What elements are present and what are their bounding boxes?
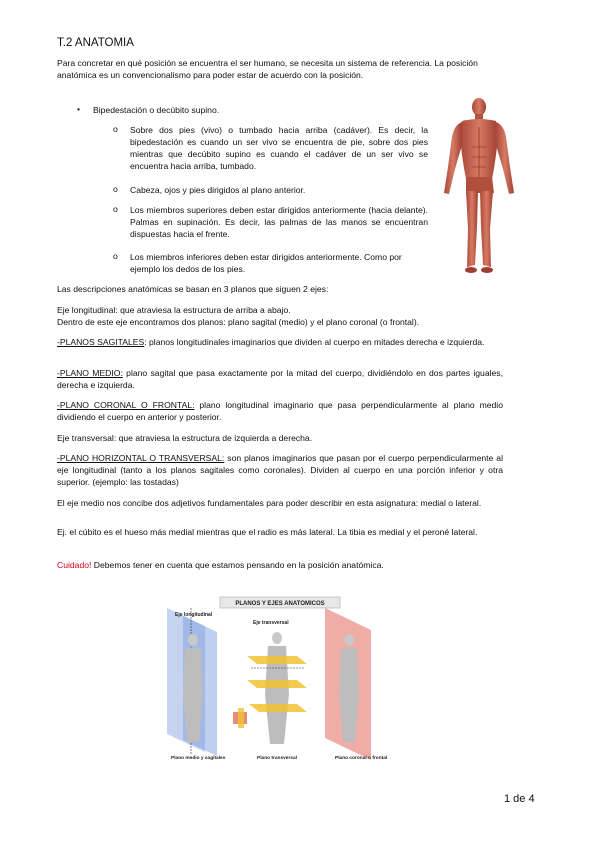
eje-longitudinal-detail: Dentro de este eje encontramos dos planos: plano sagital (medio) y el plano coronal (o frontal). — [57, 317, 420, 327]
caption-sagital: Plano medio y sagitales — [171, 756, 226, 761]
sub-bullet-1: Sobre dos pies (vivo) o tumbado hacia arriba (cadáver). Es decir, la bipedestación es cuando un ser vivo se encuentra de pie, sobre dos pies mientras que decúbito supino es cuando el cadáver de un ser vivo se encuentra hacia arriba, tumbado. — [130, 125, 428, 171]
ejemplo-paragraph: Ej. el cúbito es el hueso más medial mientras que el radio es más lateral. La tibia es medial y el peroné lateral. — [57, 527, 478, 537]
planos-sagitales-label: -PLANOS SAGITALES — [57, 337, 145, 347]
sub-bullet-2: Cabeza, ojos y pies dirigidos al plano anterior. — [130, 185, 306, 195]
page-indicator: 1 de 4 — [504, 793, 535, 805]
sub-bullet-marker: o — [113, 184, 118, 194]
bullet-dot: • — [77, 104, 81, 114]
page-title: T.2 ANATOMIA — [57, 37, 134, 49]
sub-bullet-marker: o — [113, 251, 118, 261]
eje-transversal-label: Eje transversal — [253, 620, 289, 626]
sub-bullet-3: Los miembros superiores deben estar dirigidos anteriormente (hacia delante). Palmas en supinación. Es decir, las palmas de las manos se encuentran dispuestas hacia el frente. — [130, 205, 428, 239]
cuidado-paragraph — [57, 559, 503, 571]
planos-sagitales-paragraph — [57, 336, 503, 348]
caption-coronal: Plano coronal o frontal — [335, 756, 388, 761]
eje-transversal: Eje transversal: que atraviesa la estructura de izquierda a derecha. — [57, 433, 313, 443]
eje-longitudinal: Eje longitudinal: que atraviesa la estructura de arriba a abajo. — [57, 305, 291, 315]
sub-bullet-marker: o — [113, 204, 118, 214]
diagram-title: PLANOS Y EJES ANATOMICOS — [235, 601, 325, 607]
planes-diagram — [165, 594, 423, 762]
planos-sagitales-text: : planos longitudinales imaginarios que dividen al cuerpo en mitades derecha e izquierda. — [144, 337, 485, 347]
sub-bullet-marker: o — [113, 124, 118, 134]
eje-longitudinal-label: Eje longitudinal — [175, 612, 213, 618]
planes-intro: Las descripciones anatómicas se basan en 3 planos que siguen 2 ejes: — [57, 284, 329, 294]
cuidado-label: Cuidado! — [57, 560, 92, 570]
intro-paragraph: Para concretar en qué posición se encuentra el ser humano, se necesita un sistema de referencia. La posición anatómica es un convencionalismo para poder estar de acuerdo con la posición. — [57, 58, 478, 80]
cuidado-text: Debemos tener en cuenta que estamos pensando en la posición anatómica. — [91, 560, 384, 570]
plano-horizontal-text: son planos imaginarios que pasan por el cuerpo perpendicularmente al eje longitudinal (tanto a los planos sagitales como coronales). Dividen al cuerpo en una porción inferior y otra superior. (ejemplo: las tostadas) — [57, 453, 503, 487]
plano-medio-paragraph — [57, 367, 503, 391]
caption-transversal: Plano transversal — [257, 756, 297, 761]
plano-coronal-label: -PLANO CORONAL O FRONTAL: — [57, 400, 195, 410]
plano-coronal-text: plano longitudinal imaginario que pasa perpendicularmente al plano medio dividiendo el cuerpo en anterior y posterior. — [57, 400, 503, 422]
transversal-plane — [247, 656, 307, 664]
plano-coronal-paragraph — [57, 399, 503, 423]
eje-medio-paragraph: El eje medio nos concibe dos adjetivos fundamentales para poder describir en esta asignatura: medial o lateral. — [57, 498, 482, 508]
plano-medio-label: -PLANO MEDIO: — [57, 368, 123, 378]
main-bullet: Bipedestación o decúbito supino. — [93, 105, 220, 115]
plano-horizontal-paragraph — [57, 452, 503, 488]
muscular-body-image — [440, 97, 518, 275]
plano-horizontal-label: -PLANO HORIZONTAL O TRANSVERSAL: — [57, 453, 225, 463]
sub-bullet-4: Los miembros inferiores deben estar dirigidos anteriormente. Como por ejemplo los dedos de los pies. — [130, 252, 402, 274]
plano-medio-text: plano sagital que pasa exactamente por la mitad del cuerpo, dividiéndolo en dos partes iguales, derecha e izquierda. — [57, 368, 503, 390]
